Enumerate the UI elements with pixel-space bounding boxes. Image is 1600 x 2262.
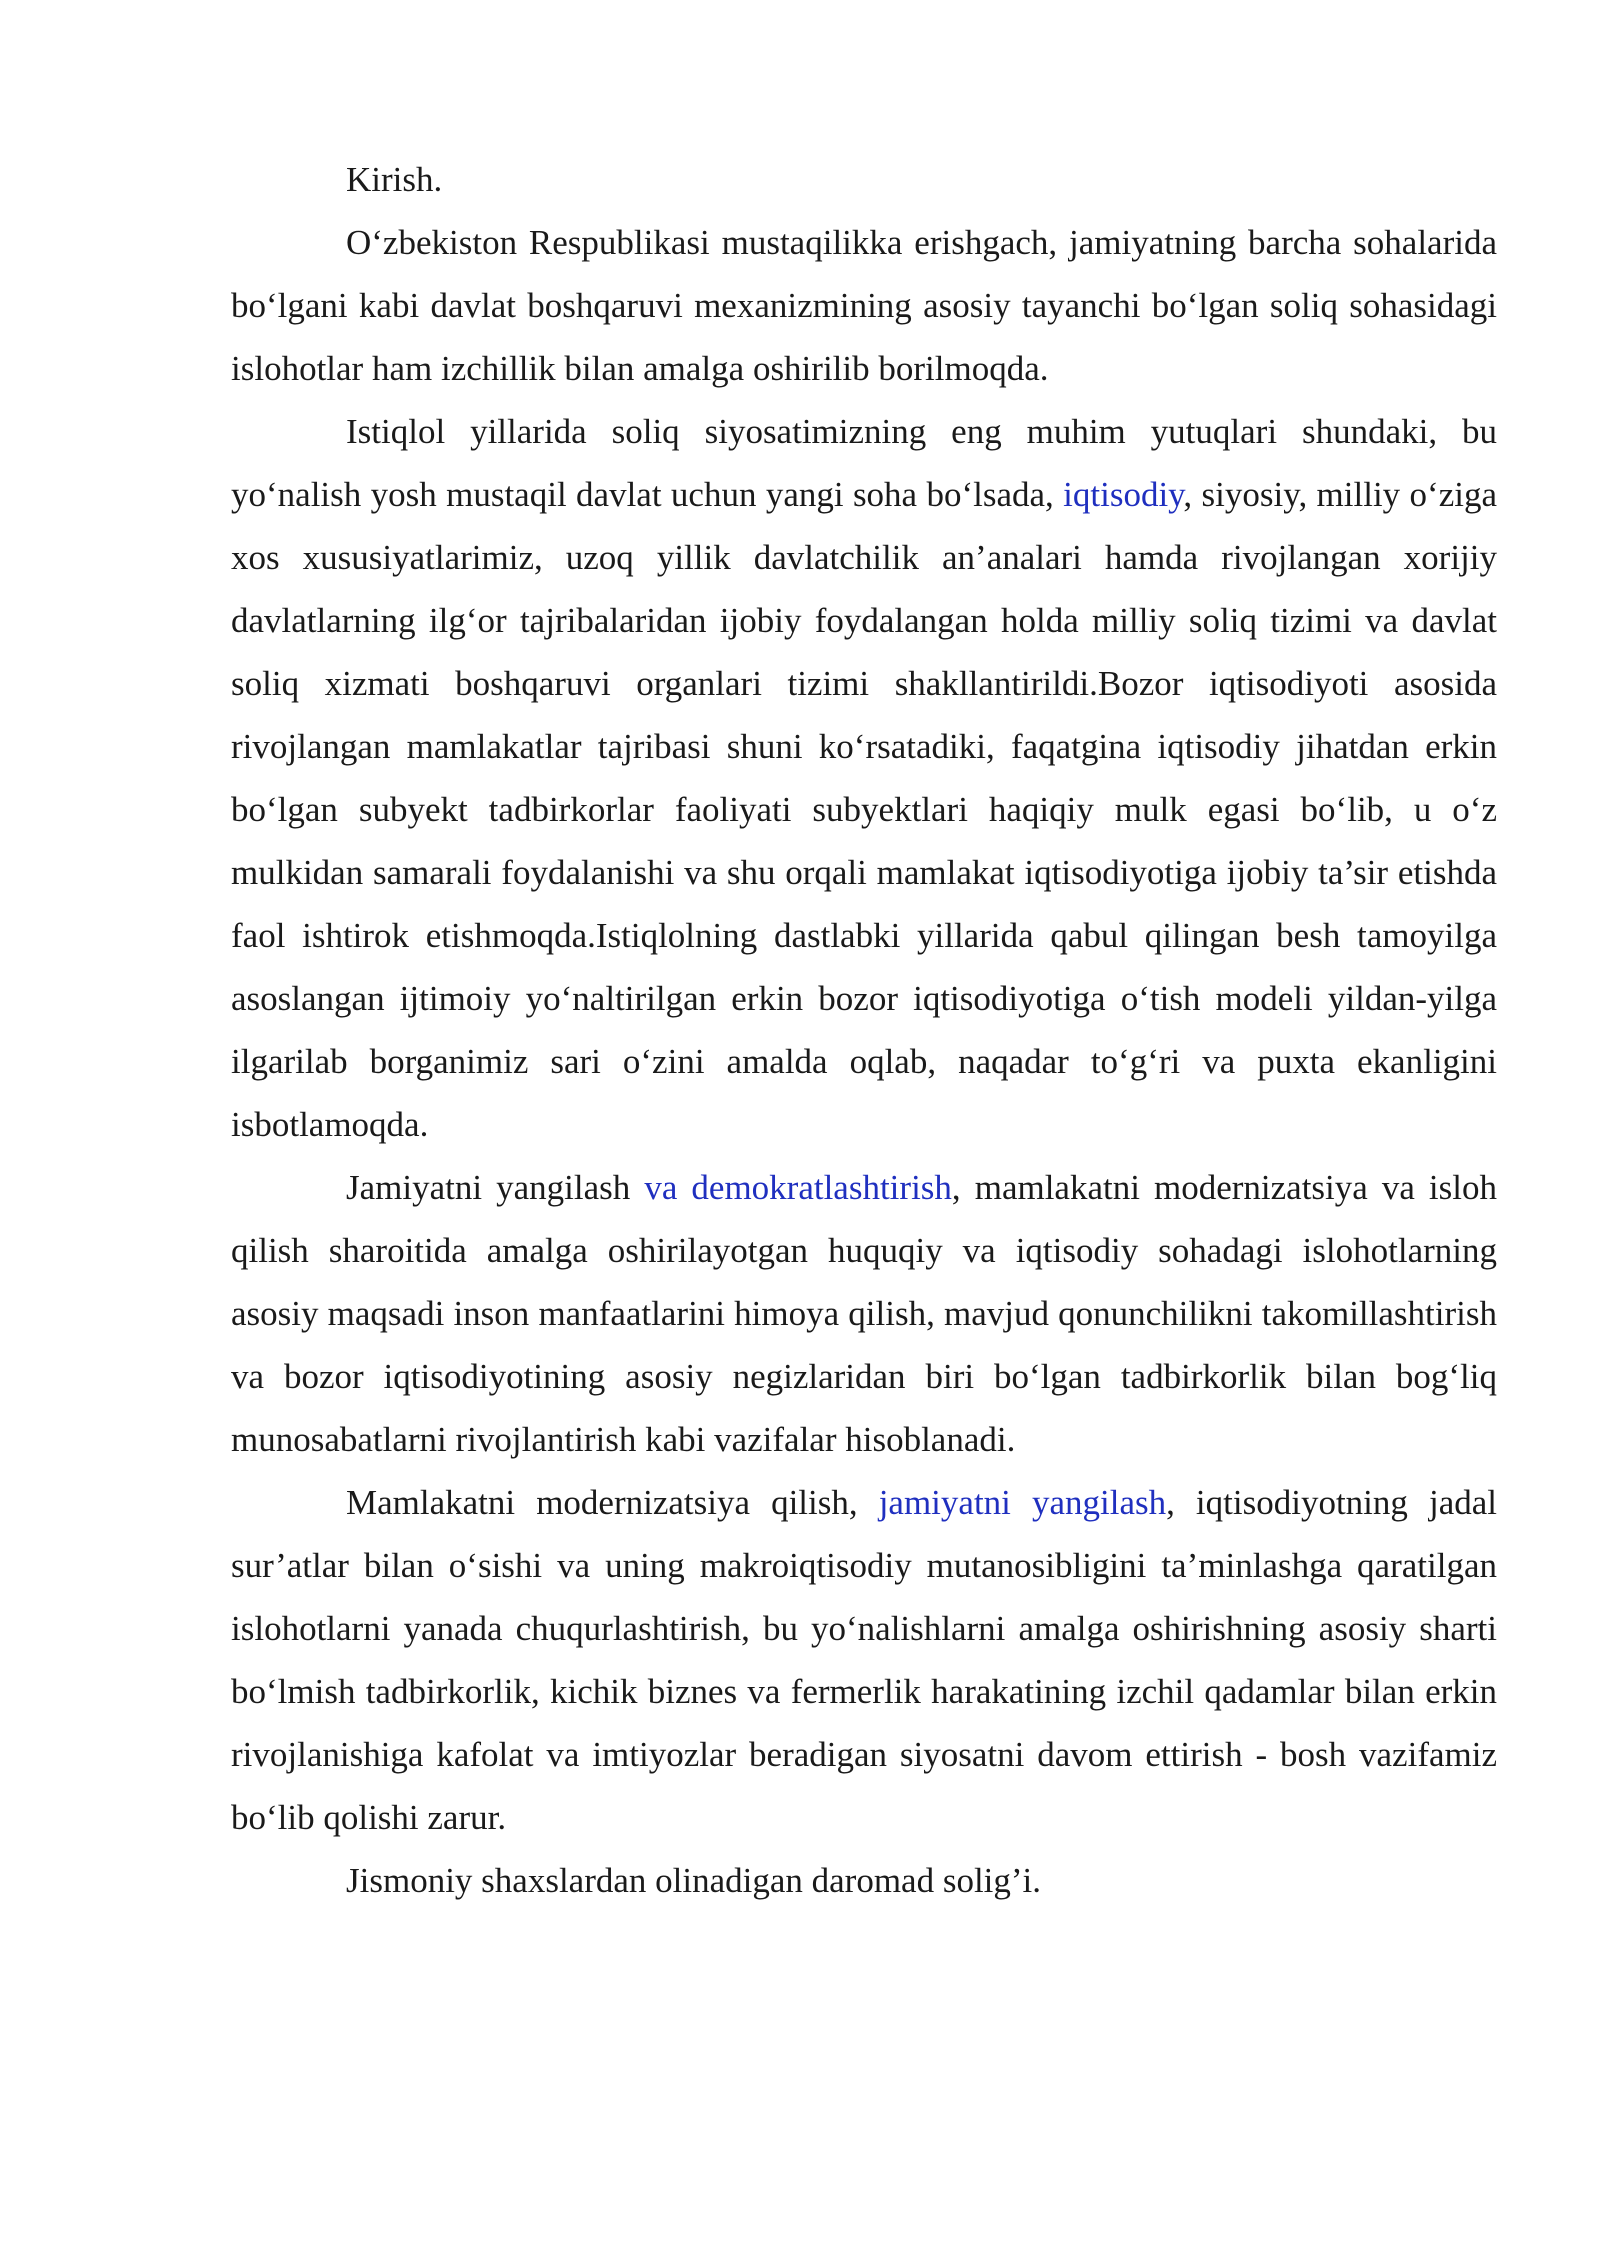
link-iqtisodiy[interactable]: iqtisodiy: [1063, 475, 1184, 514]
paragraph-3-text-start: Jamiyatni yangilash: [346, 1168, 645, 1207]
paragraph-4-text-end: , iqtisodiyotning jadal sur’atlar bilan o‘sishi va uning makroiqtisodiy mutanosibligini ta’minlashga qaratilgan islohotlarni yanada chuqurlashtirish, bu yo‘nalishlarni amalga oshirishning asosiy sharti bo‘lmish tadbirkorlik, kichik biznes va fermerlik harakatining izchil qadamlar bilan erkin rivojlanishiga kafolat va imtiyozlar beradigan siyosatni davom ettirish - bosh vazifamiz bo‘lib qolishi zarur.: [231, 1483, 1497, 1837]
paragraph-3: [231, 1156, 1497, 1471]
link-demokratlashtirish[interactable]: va demokratlashtirish: [644, 1168, 952, 1207]
section-heading-intro: Kirish.: [346, 160, 443, 199]
paragraph-2-text-start: Istiqlol yillarida soliq siyosatimizning eng muhim yutuqlari shundaki, bu yo‘nalish yosh mustaqil davlat uchun yangi soha bo‘lsada,: [231, 412, 1497, 514]
paragraph-2-text-end: , siyosiy, milliy o‘ziga xos xususiyatlarimiz, uzoq yillik davlatchilik an’analari hamda rivojlangan xorijiy davlatlarning ilg‘or tajribalaridan ijobiy foydalangan holda milliy soliq tizimi va davlat soliq xizmati boshqaruvi organlari tizimi shakllantirildi.Bozor iqtisodiyoti asosida rivojlangan mamlakatlar tajribasi shuni ko‘rsatadiki, faqatgina iqtisodiy jihatdan erkin bo‘lgan subyekt tadbirkorlar faoliyati subyektlari haqiqiy mulk egasi bo‘lib, u o‘z mulkidan samarali foydalanishi va shu orqali mamlakat iqtisodiyotiga ijobiy ta’sir etishda faol ishtirok etishmoqda.Istiqlolning dastlabki yillarida qabul qilingan besh tamoyilga asoslangan ijtimoiy yo‘naltirilgan erkin bozor iqtisodiyotiga o‘tish modeli yildan-yilga ilgarilab borganimiz sari o‘zini amalda oqlab, naqadar to‘g‘ri va puxta ekanligini isbotlamoqda.: [231, 475, 1497, 1144]
link-jamiyatni-yangilash[interactable]: jamiyatni yangilash: [878, 1483, 1167, 1522]
paragraph-1: O‘zbekiston Respublikasi mustaqilikka erishgach, jamiyatning barcha sohalarida bo‘lgani kabi davlat boshqaruvi mexanizmining asosiy tayanchi bo‘lgan soliq sohasidagi islohotlar ham izchillik bilan amalga oshirilib borilmoqda.: [231, 223, 1497, 388]
paragraph-3-text-end: , mamlakatni modernizatsiya va isloh qilish sharoitida amalga oshirilayotgan huquqiy va iqtisodiy sohadagi islohotlarning asosiy maqsadi inson manfaatlarini himoya qilish, mavjud qonunchilikni takomillashtirish va bozor iqtisodiyotining asosiy negizlaridan biri bo‘lgan tadbirkorlik bilan bog‘liq munosabatlarni rivojlantirish kabi vazifalar hisoblanadi.: [231, 1168, 1497, 1459]
paragraph-4: [231, 1471, 1497, 1849]
paragraph-2: [231, 400, 1497, 1156]
document-body: [231, 148, 1497, 1912]
section-heading-income-tax: Jismoniy shaxslardan olinadigan daromad solig’i.: [346, 1861, 1042, 1900]
paragraph-4-text-start: Mamlakatni modernizatsiya qilish,: [346, 1483, 879, 1522]
